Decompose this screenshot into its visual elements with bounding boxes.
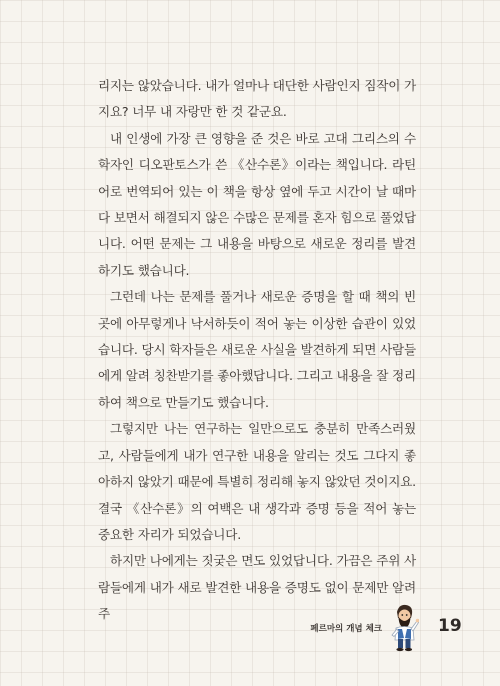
bearded-man-mascot-icon [389,602,419,652]
paragraph: 그렇지만 나는 연구하는 일만으로도 충분히 만족스러웠고, 사람들에게 내가 연구한 내용을 알리는 것도 그다지 좋아하지 않았기 때문에 특별히 정리해 놓지 않았던 것이지요. 결국 《산수론》의 여백은 내 생각과 증명 등을 적어 놓는 중요한 자리가 되었습니다. [98,421,416,542]
paragraph: 그런데 나는 문제를 풀거나 새로운 증명을 할 때 책의 빈 곳에 아무렇게나 낙서하듯이 적어 놓는 이상한 습관이 있었습니다. 당시 학자들은 새로운 사실을 발견하게 되면 사람들에게 알려 칭찬받기를 좋아했답니다. 그리고 내용을 잘 정리하여 책으로 만들기도 했습니다. [98,289,416,410]
series-label: 페르마의 개념 체크 [310,624,382,634]
paragraph: 하지만 나에게는 짓궂은 면도 있었답니다. 가끔은 주위 사람들에게 내가 새로 발견한 내용을 증명도 없이 문제만 알려 주 [98,553,416,622]
paragraph: 내 인생에 가장 큰 영향을 준 것은 바로 고대 그리스의 수학자인 디오판토스가 쓴 《산수론》이라는 책입니다. 라틴어로 번역되어 있는 이 책을 항상 옆에 두고 시간이 날 때마다 보면서 해결되지 않은 수많은 문제를 혼자 힘으로 풀었답니다. 어떤 문제는 그 내용을 바탕으로 새로운 정리를 발견하기도 했습니다. [98,130,416,278]
page-number: 19 [438,616,462,636]
page-footer [0,602,500,654]
body-text [98,73,416,628]
paragraph: 리지는 않았습니다. 내가 얼마나 대단한 사람인지 짐작이 가지요? 너무 내 자랑만 한 것 같군요. [98,78,416,120]
